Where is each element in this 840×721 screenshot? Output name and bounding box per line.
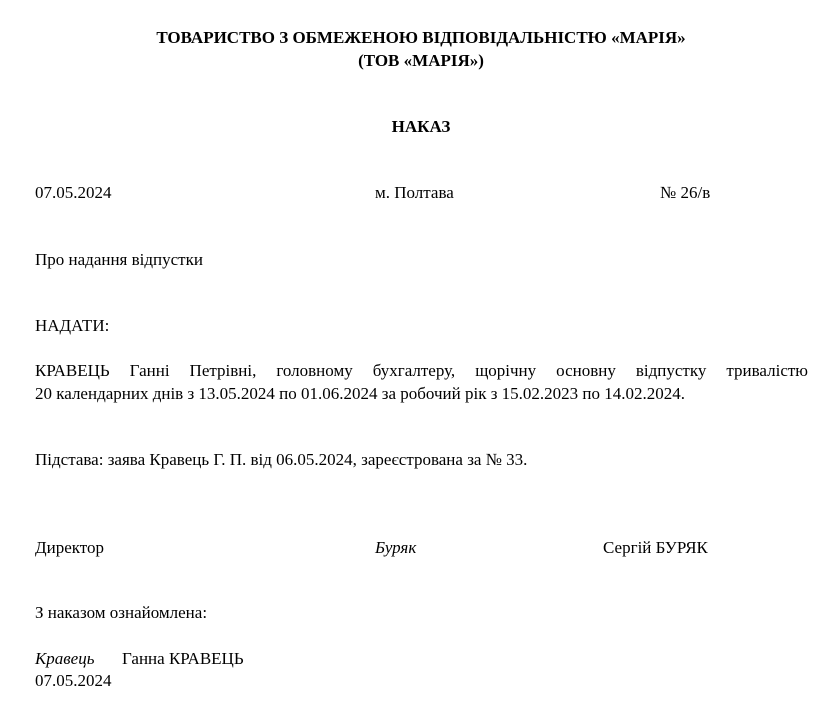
order-city: м. Полтава <box>375 183 454 202</box>
acknowledgment-date: 07.05.2024 <box>35 671 112 690</box>
order-date: 07.05.2024 <box>35 183 112 202</box>
signatory-name: Сергій БУРЯК <box>603 538 708 557</box>
employee-name: Ганна КРАВЕЦЬ <box>122 649 244 668</box>
order-basis: Підстава: заява Кравець Г. П. від 06.05.2024, зареєстрована за № 33. <box>35 450 528 469</box>
signatory-position: Директор <box>35 538 104 557</box>
document-title: НАКАЗ <box>391 117 451 136</box>
organization-short-name: (ТОВ «МАРІЯ») <box>358 51 484 70</box>
order-body-line: 20 календарних днів з 13.05.2024 по 01.06.2024 за робочий рік з 15.02.2023 по 14.02.2024. <box>35 384 686 403</box>
acknowledgment-label: З наказом ознайомлена: <box>35 603 208 622</box>
order-body-line: КРАВЕЦЬ Ганні Петрівні, головному бухгалтеру, щорічну основну відпустку тривалістю <box>35 361 808 380</box>
director-signature: Буряк <box>375 538 417 557</box>
organization-full-name: ТОВАРИСТВО З ОБМЕЖЕНОЮ ВІДПОВІДАЛЬНІСТЮ «МАРІЯ» <box>156 28 686 47</box>
order-subject: Про надання відпустки <box>35 250 203 269</box>
order-directive: НАДАТИ: <box>35 316 110 335</box>
order-number: № 26/в <box>660 183 711 202</box>
order-body <box>35 359 808 405</box>
employee-signature: Кравець <box>35 649 95 668</box>
